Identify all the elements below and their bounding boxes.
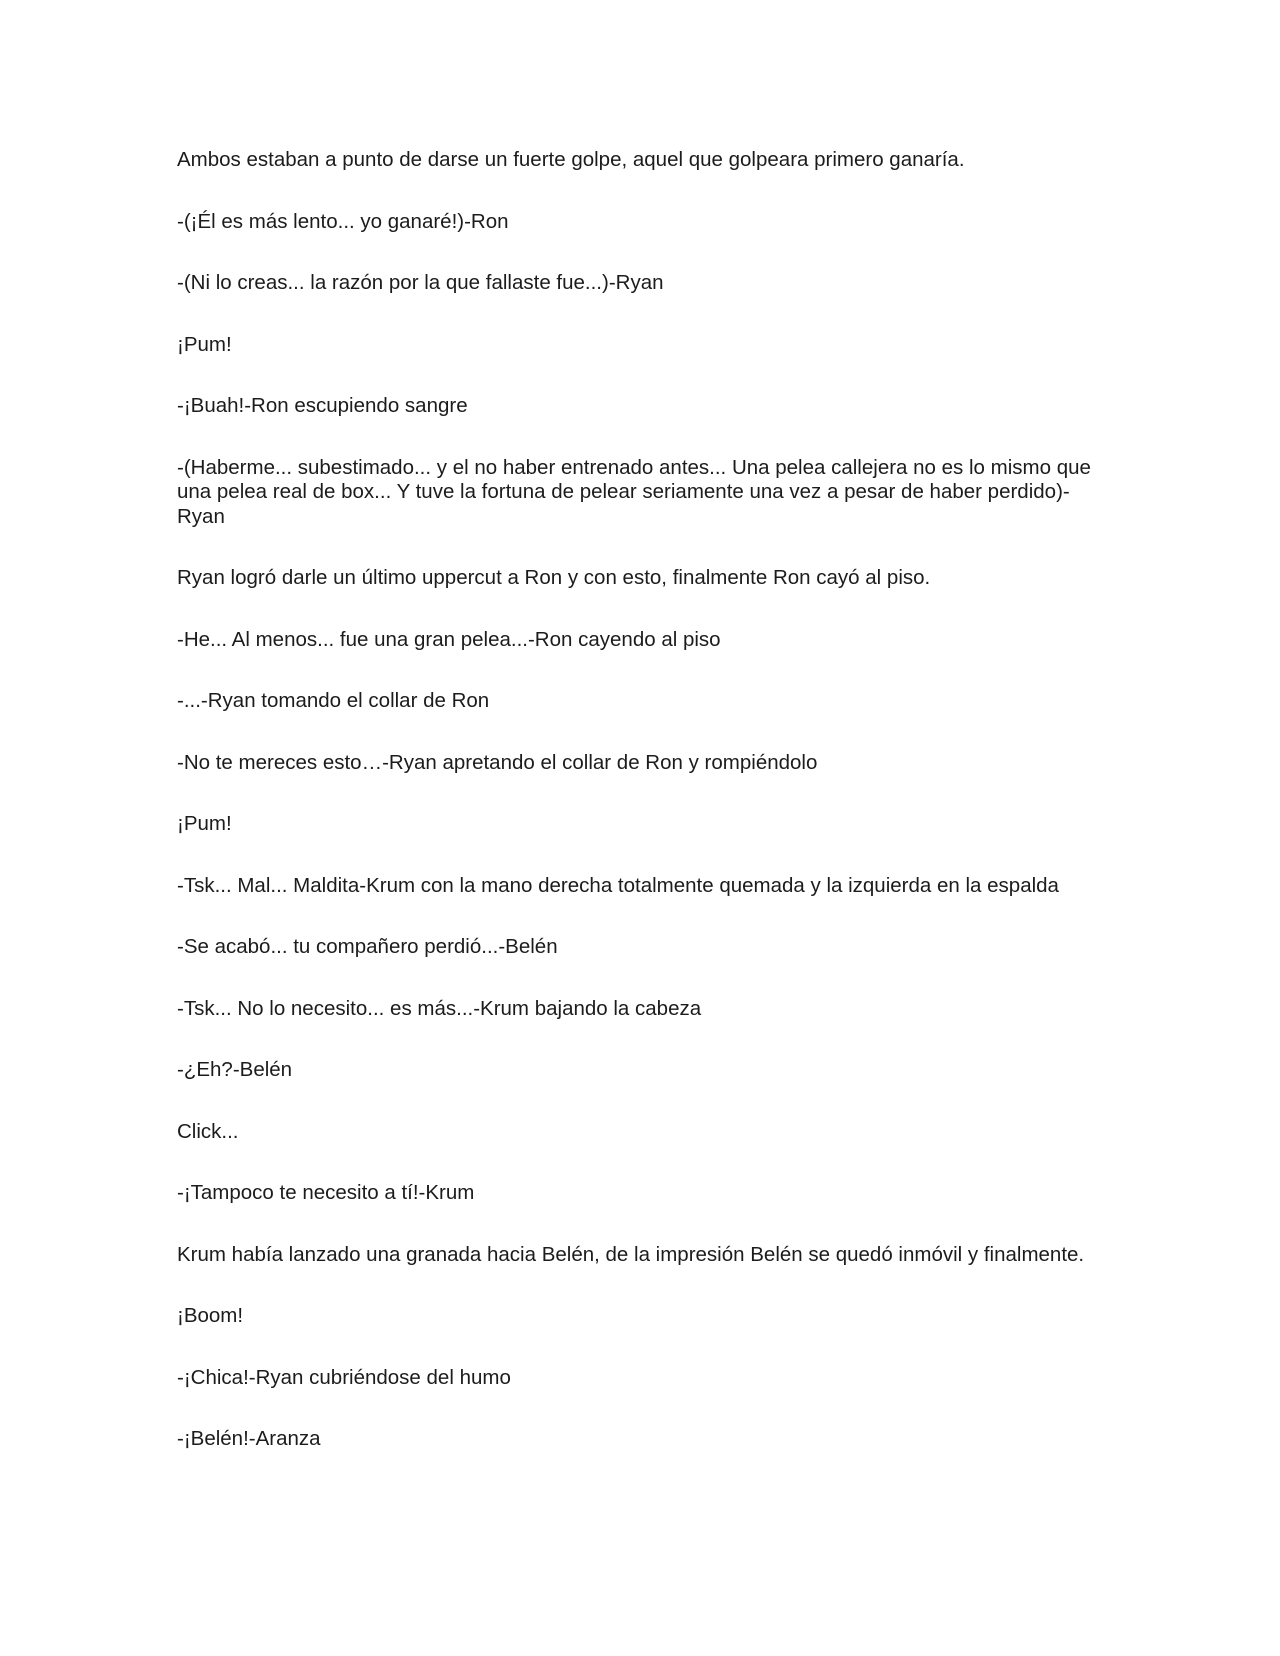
paragraph: ¡Pum!: [177, 332, 232, 356]
paragraph: -Se acabó... tu compañero perdió...-Belén: [177, 935, 558, 958]
paragraph: -(Ni lo creas... la razón por la que fallaste fue...)-Ryan: [177, 271, 664, 294]
paragraph: -¡Chica!-Ryan cubriéndose del humo: [177, 1365, 511, 1389]
paragraph: -Tsk... Mal... Maldita-Krum con la mano derecha totalmente quemada y la izquierda en la espalda: [177, 873, 1059, 897]
paragraph: -¡Buah!-Ron escupiendo sangre: [177, 394, 468, 417]
paragraph: -(Haberme... subestimado... y el no haber entrenado antes... Una pelea callejera no es lo mismo que una pelea real de box... Y tuve la fortuna de pelear seriamente una vez a pesar de haber perdido)-Ryan: [177, 455, 1091, 528]
paragraph: ¡Pum!: [177, 812, 232, 835]
paragraph: -He... Al menos... fue una gran pelea...-Ron cayendo al piso: [177, 627, 721, 651]
paragraph: -¡Belén!-Aranza: [177, 1427, 321, 1450]
paragraph: -No te mereces esto…-Ryan apretando el collar de Ron y rompiéndolo: [177, 750, 818, 774]
document-body: [177, 148, 1097, 1489]
paragraph: -¡Tampoco te necesito a tí!-Krum: [177, 1181, 475, 1204]
paragraph: -Tsk... No lo necesito... es más...-Krum bajando la cabeza: [177, 996, 702, 1020]
paragraph: -(¡Él es más lento... yo ganaré!)-Ron: [177, 209, 509, 233]
paragraph: -...-Ryan tomando el collar de Ron: [177, 689, 490, 712]
paragraph: Click...: [177, 1119, 239, 1143]
paragraph: ¡Boom!: [177, 1304, 244, 1327]
paragraph: Ambos estaban a punto de darse un fuerte golpe, aquel que golpeara primero ganaría.: [177, 148, 965, 171]
paragraph: Ryan logró darle un último uppercut a Ron y con esto, finalmente Ron cayó al piso.: [177, 566, 931, 589]
paragraph: Krum había lanzado una granada hacia Belén, de la impresión Belén se quedó inmóvil y finalmente.: [177, 1242, 1085, 1266]
paragraph: -¿Eh?-Belén: [177, 1058, 293, 1081]
